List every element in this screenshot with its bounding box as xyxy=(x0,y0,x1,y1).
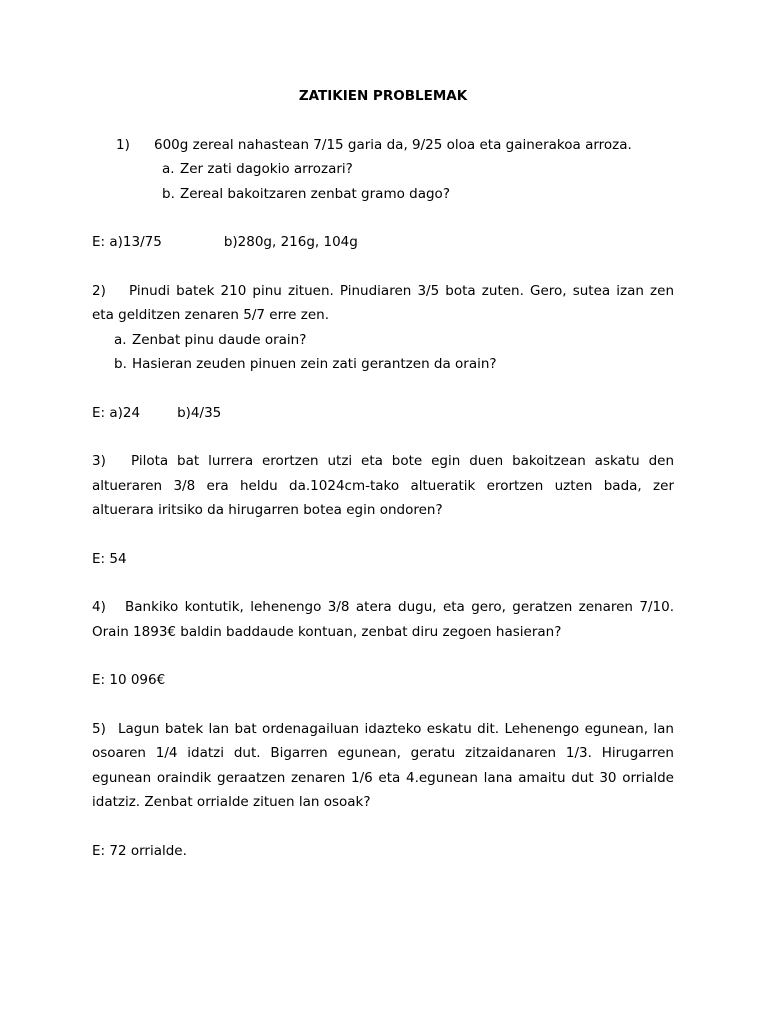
problem-5 xyxy=(92,717,674,864)
problem-number: 1) xyxy=(116,136,130,153)
problem-number: 3) xyxy=(92,453,106,469)
problem-number: 5) xyxy=(92,720,106,737)
problem-text: Bankiko kontutik, lehenengo 3/8 atera dugu, eta gero, geratzen zenaren 7/10. Orain 1893€ baldin baddaude kontuan, zenbat diru zegoen hasieran? xyxy=(92,599,674,640)
answer: E: a)24 b)4/35 xyxy=(92,404,222,421)
problem-text: Pilota bat lurrera erortzen utzi eta bote egin duen bakoitzean askatu den altueraren 3/8 era heldu da.1024cm-tako altueratik erortzen uzten bada, zer altuerara iritsiko da hirugarren botea egin ondoren? xyxy=(92,453,674,518)
problem-2 xyxy=(92,279,674,426)
sub-question: b. Zereal bakoitzaren zenbat gramo dago? xyxy=(162,185,450,202)
page-title: ZATIKIEN PROBLEMAK xyxy=(298,88,468,104)
document-page xyxy=(92,84,674,887)
sub-question: a. Zenbat pinu daude orain? xyxy=(114,331,307,348)
problem-number: 2) xyxy=(92,282,106,299)
answer: E: 10 096€ xyxy=(92,672,166,688)
answer: E: a)13/75 b)280g, 216g, 104g xyxy=(92,234,358,250)
sub-question: a. Zer zati dagokio arrozari? xyxy=(162,161,353,177)
problem-number: 4) xyxy=(92,599,106,615)
problem-text: 600g zereal nahastean 7/15 garia da, 9/25 oloa eta gainerakoa arroza. xyxy=(154,136,632,153)
problem-text: Lagun batek lan bat ordenagailuan idazteko eskatu dit. Lehenengo egunean, lan osoaren 1/4 idatzi dut. Bigarren egunean, geratu zitzaidanaren 1/3. Hirugarren egunean oraindik geraatzen zenaren 1/6 eta 4.egunean lana amaitu dut 30 orrialde idatziz. Zenbat orrialde zituen lan osoak? xyxy=(92,720,674,810)
answer: E: 54 xyxy=(92,550,127,567)
problem-3 xyxy=(92,449,674,571)
answer: E: 72 orrialde. xyxy=(92,842,187,859)
problem-4 xyxy=(92,595,674,693)
problem-1 xyxy=(92,133,674,255)
sub-question: b. Hasieran zeuden pinuen zein zati gerantzen da orain? xyxy=(114,356,497,372)
problem-text: Pinudi batek 210 pinu zituen. Pinudiaren 3/5 bota zuten. Gero, sutea izan zen eta gelditzen zenaren 5/7 erre zen. xyxy=(92,282,674,323)
